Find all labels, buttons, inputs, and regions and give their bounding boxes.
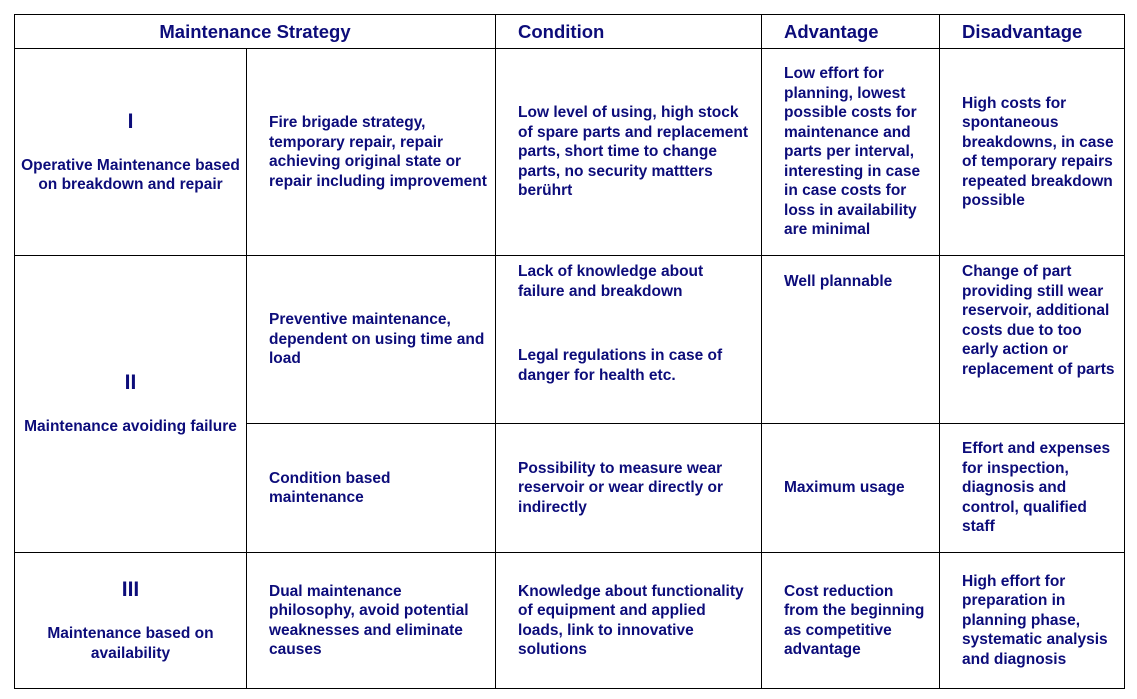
- condition-text: Lack of knowledge about failure and breakdown: [518, 263, 704, 300]
- condition-cell: [496, 256, 762, 424]
- advantage-cell: Low effort for planning, lowest possible costs for maintenance and parts per interval, interesting in case in case costs for loss in availability are minimal: [762, 49, 940, 256]
- strategy-cell: [15, 49, 247, 256]
- strategy-label: Maintenance avoiding failure: [24, 418, 237, 436]
- condition-cell: Possibility to measure wear reservoir or wear directly or indirectly: [496, 424, 762, 553]
- strategy-label: Maintenance based on availability: [47, 625, 214, 662]
- header-row: [15, 15, 1125, 49]
- strategy-numeral: II: [124, 371, 137, 395]
- header-condition: Condition: [496, 15, 762, 49]
- strategy-label: Operative Maintenance based on breakdown and repair: [21, 156, 240, 193]
- disadvantage-cell: Effort and expenses for inspection, diagnosis and control, qualified staff: [940, 424, 1125, 553]
- condition-cell: Knowledge about functionality of equipment and applied loads, link to innovative solutions: [496, 553, 762, 689]
- strategy-cell: [15, 553, 247, 689]
- advantage-cell: Cost reduction from the beginning as competitive advantage: [762, 553, 940, 689]
- condition-text: Legal regulations in case of danger for health etc.: [518, 347, 723, 384]
- header-advantage: Advantage: [762, 15, 940, 49]
- table-row: [15, 49, 1125, 256]
- disadvantage-cell: Change of part providing still wear reservoir, additional costs due to too early action or replacement of parts: [940, 256, 1125, 424]
- disadvantage-cell: High effort for preparation in planning phase, systematic analysis and diagnosis: [940, 553, 1125, 689]
- advantage-cell: Maximum usage: [762, 424, 940, 553]
- table-row: [15, 553, 1125, 689]
- strategy-type-cell: Fire brigade strategy, temporary repair, repair achieving original state or repair including improvement: [247, 49, 496, 256]
- header-disadvantage: Disadvantage: [940, 15, 1125, 49]
- condition-cell: Low level of using, high stock of spare parts and replacement parts, short time to change parts, no security mattters berührt: [496, 49, 762, 256]
- strategy-type-cell: Preventive maintenance, dependent on using time and load: [247, 256, 496, 424]
- strategy-type-cell: Condition based maintenance: [247, 424, 496, 553]
- strategy-type-cell: Dual maintenance philosophy, avoid potential weaknesses and eliminate causes: [247, 553, 496, 689]
- table-row: [15, 256, 1125, 424]
- strategy-cell: [15, 256, 247, 553]
- strategy-numeral: I: [127, 109, 134, 133]
- header-maintenance-strategy: Maintenance Strategy: [15, 15, 496, 49]
- strategy-numeral: III: [121, 578, 140, 601]
- disadvantage-cell: High costs for spontaneous breakdowns, in case of temporary repairs repeated breakdown possible: [940, 49, 1125, 256]
- maintenance-strategy-table: [14, 14, 1125, 689]
- advantage-cell: Well plannable: [762, 256, 940, 424]
